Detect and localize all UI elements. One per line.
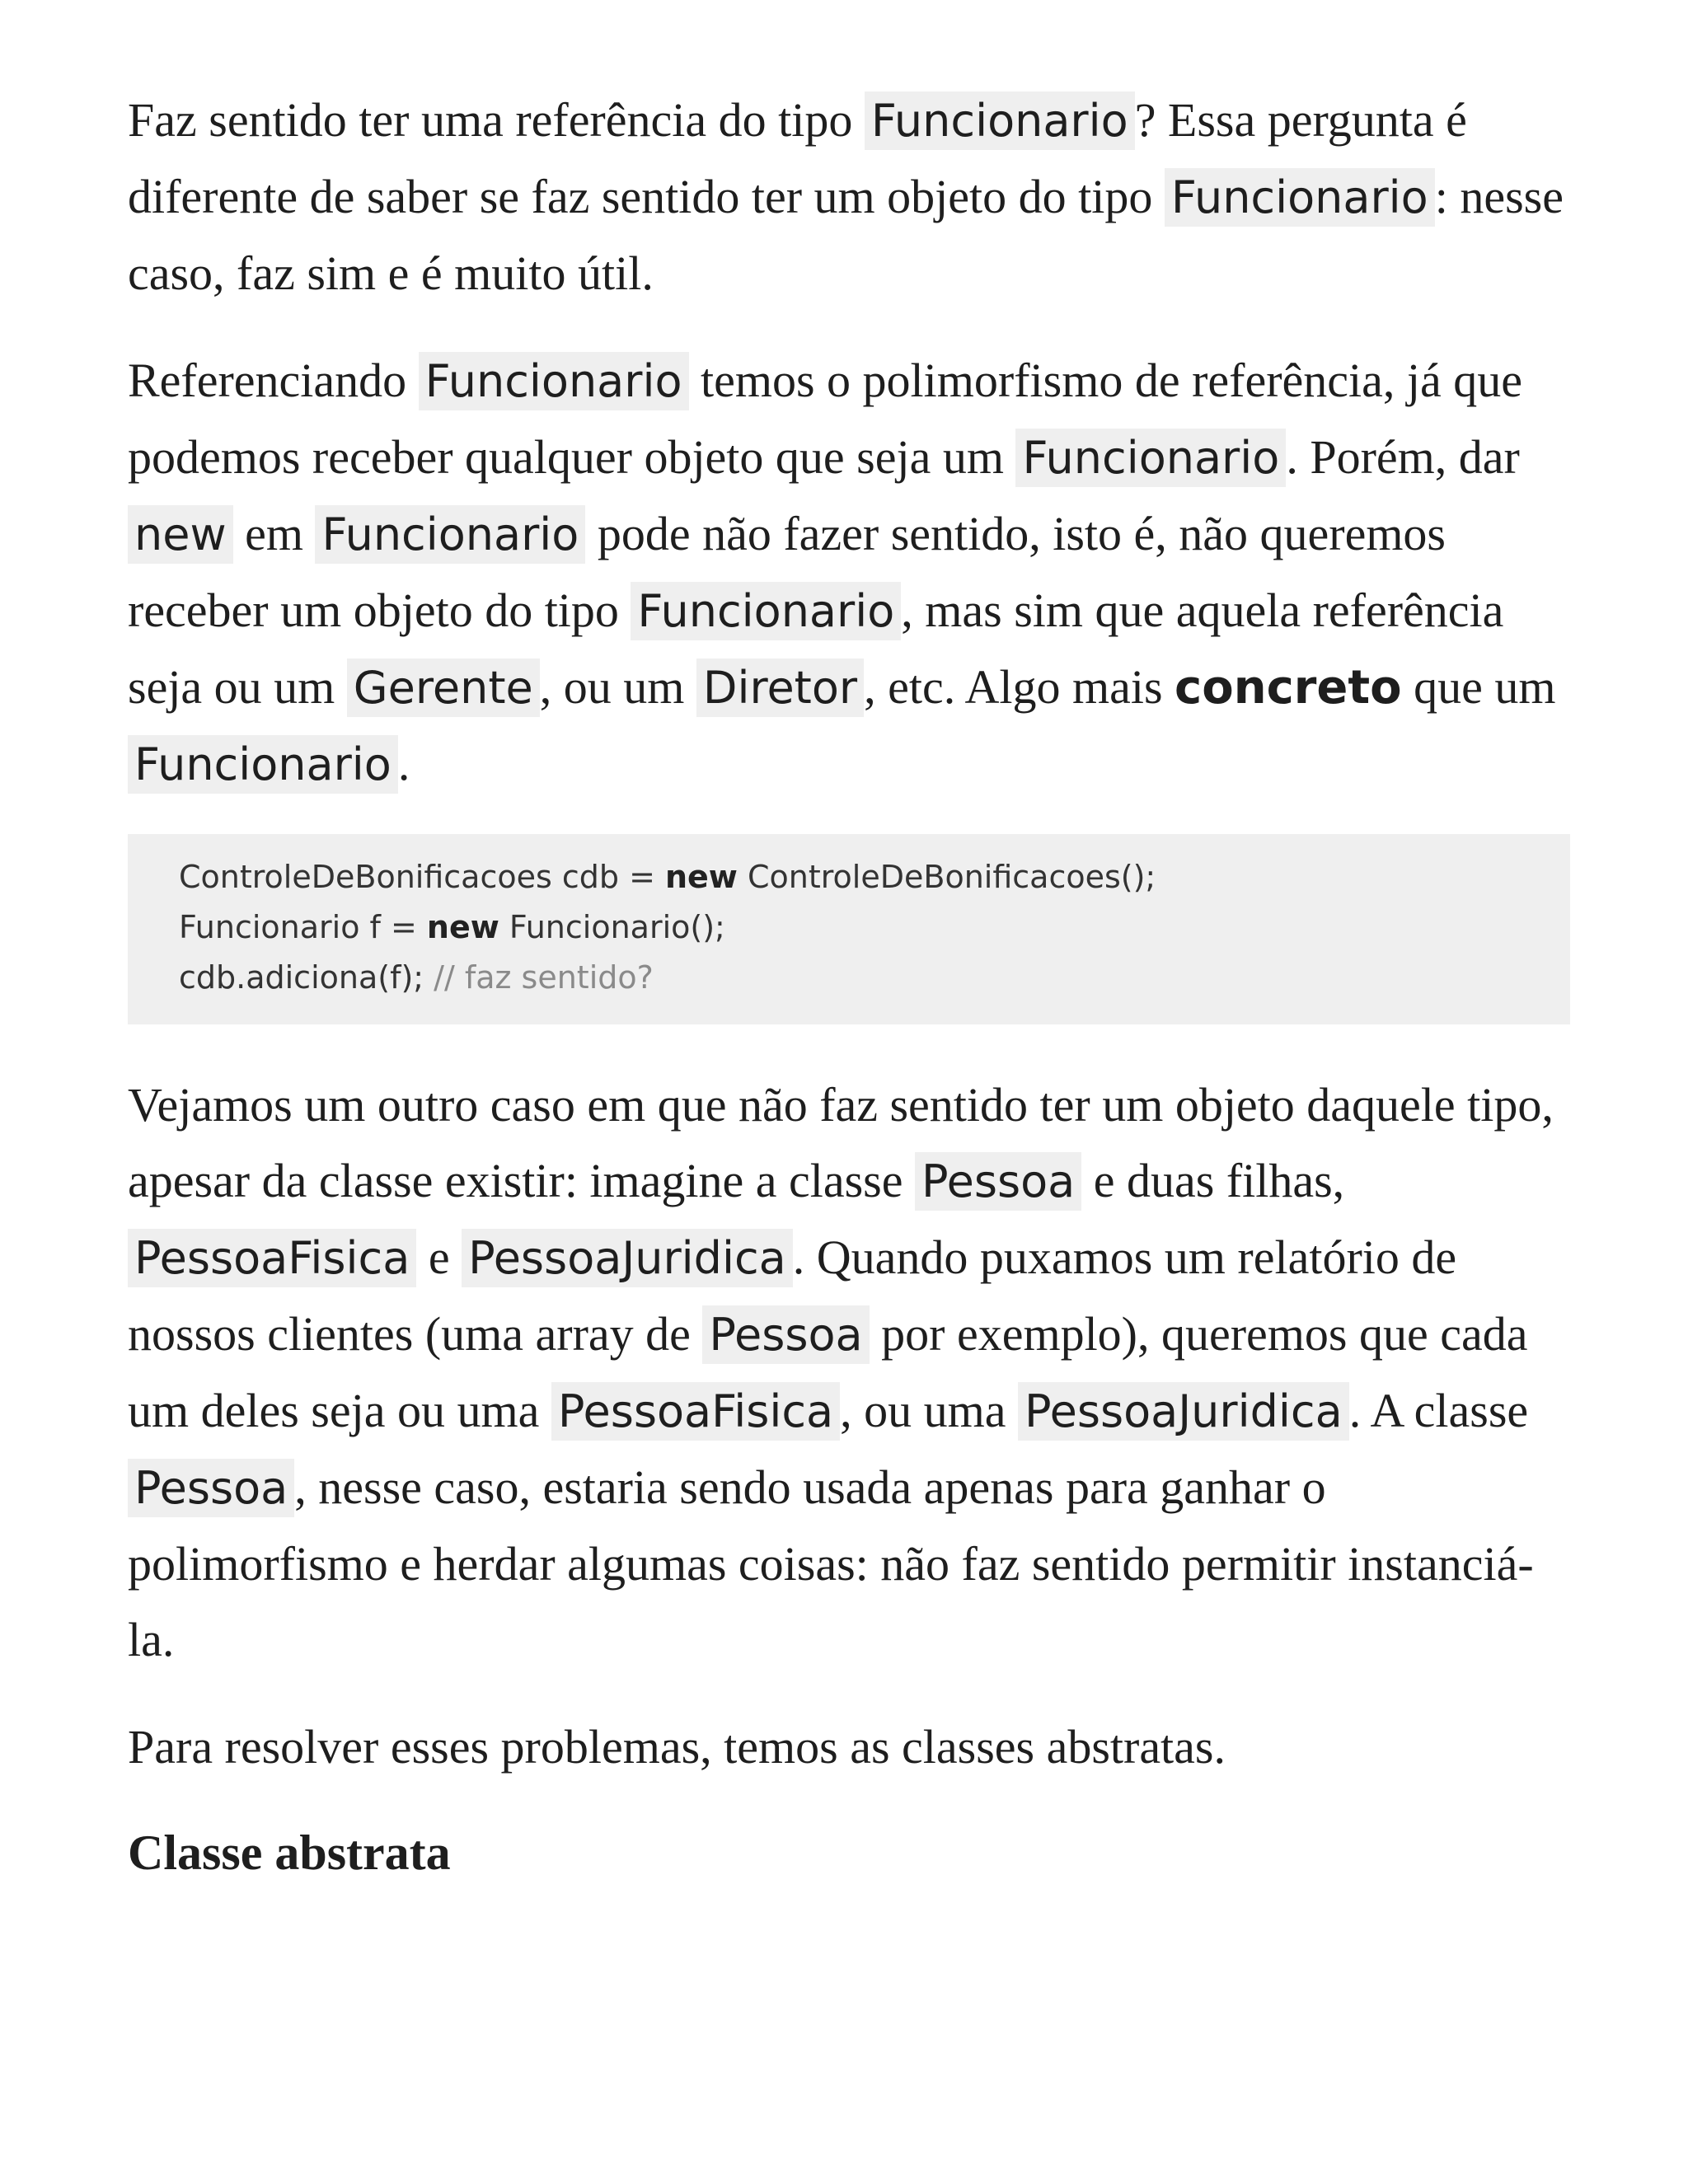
bold-text: concreto [1175,661,1402,715]
inline-code: PessoaFisica [128,1229,416,1287]
text-run: : nesse caso, faz sim e é muito útil. [128,170,1564,300]
inline-code: Pessoa [702,1305,869,1364]
inline-code: PessoaJuridica [462,1229,793,1287]
text-run: em [232,507,316,560]
text-run: . Porém, dar [1286,430,1520,484]
text-run: Para resolver esses problemas, temos as classes abstratas. [128,1720,1226,1774]
code-line [179,902,1519,953]
text-run: . Quando puxamos um relatório de nossos clientes (uma array de [128,1230,1457,1361]
text-run: ? Essa pergunta é diferente de saber se faz sentido ter um objeto do tipo [128,93,1467,223]
inline-code: Funcionario [1165,168,1435,227]
code-keyword: new [664,859,738,895]
code-token: ControleDeBonificacoes cdb = [179,859,665,895]
text-run: , etc. Algo mais [864,660,1175,714]
text-run: . A classe [1348,1384,1529,1437]
text-run: , ou um [539,660,696,714]
text-run: pode não fazer sentido, isto é, não queremos receber um objeto do tipo [128,507,1447,637]
text-run: Referenciando [128,354,419,407]
inline-code: Funcionario [419,352,689,410]
inline-code: Pessoa [128,1459,294,1517]
code-line [179,852,1519,902]
text-run: , nesse caso, estaria sendo usada apenas para ganhar o polimorfismo e herdar algumas coisas: não faz sentido permitir instanciá-la. [128,1460,1534,1666]
code-comment: // faz sentido? [434,959,654,996]
paragraph-funcionario-reference [128,82,1570,312]
inline-code: Funcionario [865,91,1135,150]
text-run: Vejamos um outro caso em que não faz sentido ter um objeto daquele tipo, apesar da classe existir: imagine a classe [128,1078,1554,1207]
inline-code: Funcionario [128,735,398,794]
inline-code: Diretor [696,658,864,717]
paragraph-conclusion [128,1709,1570,1785]
inline-code: PessoaJuridica [1018,1382,1349,1441]
paragraph-polymorphism [128,343,1570,803]
code-block [128,834,1570,1024]
code-keyword: new [426,909,499,945]
text-run: e duas filhas, [1081,1154,1345,1207]
inline-code: Funcionario [315,505,585,564]
inline-code: Gerente [347,658,540,717]
text-run: que um [1401,660,1556,714]
text-run: temos o polimorfismo de referência, já que podemos receber qualquer objeto que seja um [128,354,1522,484]
text-run: . [397,737,410,790]
text-run: por exemplo), queremos que cada um deles seja ou uma [128,1307,1528,1437]
text-run: , mas sim que aquela referência seja ou um [128,583,1504,714]
code-token: Funcionario(); [499,909,725,945]
text-run: , ou uma [840,1384,1018,1437]
section-heading: Classe abstrata [128,1825,451,1880]
inline-code: PessoaFisica [551,1382,840,1441]
code-token: ControleDeBonificacoes(); [737,859,1156,895]
text-run: Faz sentido ter uma referência do tipo [128,93,865,147]
text-run: e [416,1230,462,1284]
document-page [128,82,1570,1886]
inline-code: Funcionario [1015,429,1286,487]
code-line [179,953,1519,1003]
inline-code: Pessoa [915,1152,1081,1211]
inline-code: new [128,505,233,564]
code-token: cdb.adiciona(f); [179,959,434,996]
inline-code: Funcionario [631,582,901,640]
code-token: Funcionario f = [179,909,427,945]
paragraph-pessoa-example [128,1067,1570,1678]
